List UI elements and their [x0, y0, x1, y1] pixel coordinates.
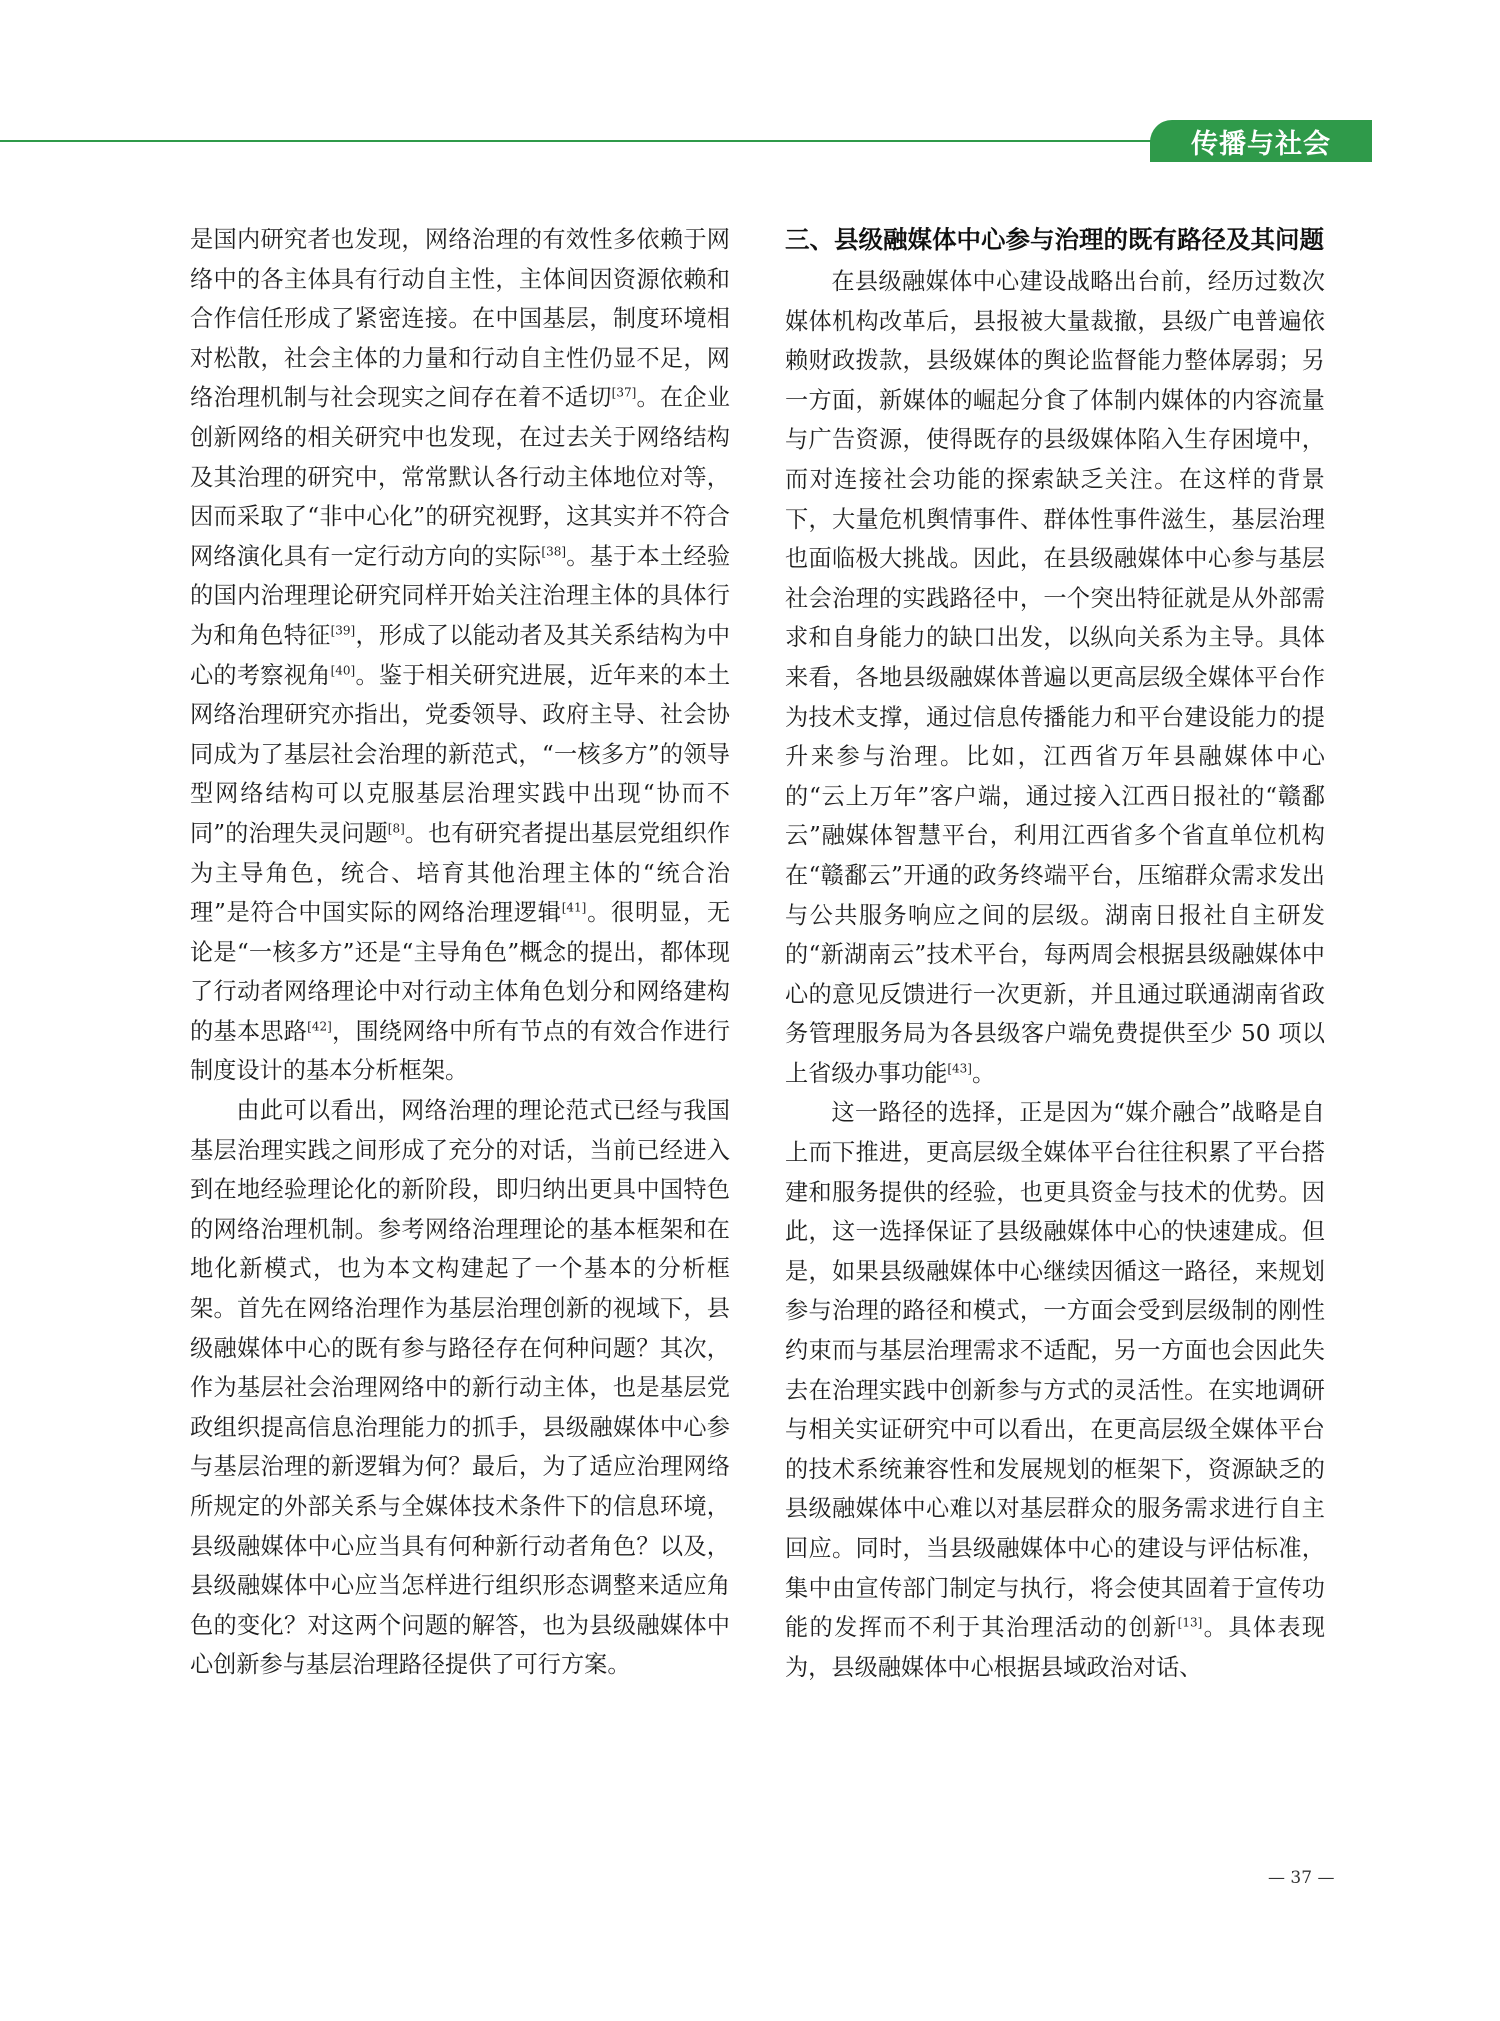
section-badge	[1150, 120, 1372, 162]
citation: [40]	[330, 662, 356, 677]
right-paragraph-1	[785, 262, 1325, 1093]
text-run: 。鉴于相关研究进展，近年来的本土网络治理研究亦指出，党委领导、政府主导、社会协同成为了基层社会治理的新范式，“一核多方”的领导型网络结构可以克服基层治理实践中出现“协而不同”的治理失灵问题	[190, 661, 731, 847]
citation: [8]	[387, 821, 405, 836]
text-run: 是国内研究者也发现，网络治理的有效性多依赖于网络中的各主体具有行动自主性，主体间因资源依赖和合作信任形成了紧密连接。在中国基层，制度环境相对松散，社会主体的力量和行动自主性仍显不足，网络治理机制与社会现实之间存在着不适切	[190, 226, 730, 412]
citation: [13]	[1177, 1615, 1203, 1630]
text-run: 。	[971, 1059, 996, 1087]
text-run: 由此可以看出，网络治理的理论范式已经与我国基层治理实践之间形成了充分的对话，当前已经进入到在地经验理论化的新阶段，即归纳出更具中国特色的网络治理机制。参考网络治理理论的基本框架和在地化新模式，也为本文构建起了一个基本的分析框架。首先在网络治理作为基层治理创新的视域下，县级融媒体中心的既有参与路径存在何种问题？其次，作为基层社会治理网络中的新行动主体，也是基层党政组织提高信息治理能力的抓手，县级融媒体中心参与基层治理的新逻辑为何？最后，为了适应治理网络所规定的外部关系与全媒体技术条件下的信息环境，县级融媒体中心应当具有何种新行动者角色？以及，县级融媒体中心应当怎样进行组织形态调整来适应角色的变化？对这两个问题的解答，也为县级融媒体中心创新参与基层治理路径提供了可行方案。	[190, 1097, 730, 1679]
text-run: 。很明显，无论是“一核多方”还是“主导角色”概念的提出，都体现了行动者网络理论中对行动主体角色划分和网络建构的基本思路	[190, 899, 731, 1045]
page-number: — 37 —	[1268, 1868, 1335, 1888]
citation: [41]	[561, 900, 587, 915]
section-heading: 三、县级融媒体中心参与治理的既有路径及其问题	[785, 225, 1324, 254]
citation: [39]	[330, 623, 356, 638]
citation: [37]	[611, 385, 637, 400]
text-run: 。也有研究者提出基层党组织作为主导角色，统合、培育其他治理主体的“统合治理”是符合中国实际的网络治理逻辑	[190, 819, 731, 927]
text-run: ，形成了以能动者及其关系结构为中心的考察视角	[190, 621, 731, 689]
citation: [38]	[541, 544, 567, 559]
left-paragraph-2	[190, 1091, 730, 1685]
text-run: 。基于本土经验的国内治理理论研究同样开始关注治理主体的具体行为和角色特征	[190, 542, 731, 649]
right-column	[785, 220, 1325, 1687]
text-run: 。具体表现为，县级融媒体中心根据县域政治对话、	[785, 1614, 1326, 1681]
text-run: 。在企业创新网络的相关研究中也发现，在过去关于网络结构及其治理的研究中，常常默认各行动主体地位对等，因而采取了“非中心化”的研究视野，这其实并不符合网络演化具有一定行动方向的实际	[190, 384, 730, 570]
left-column	[190, 220, 730, 1685]
right-paragraph-2	[785, 1093, 1325, 1687]
text-run: 这一路径的选择，正是因为“媒介融合”战略是自上而下推进，更高层级全媒体平台往往积累了平台搭建和服务提供的经验，也更具资金与技术的优势。因此，这一选择保证了县级融媒体中心的快速建成。但是，如果县级融媒体中心继续因循这一路径，来规划参与治理的路径和模式，一方面会受到层级制的刚性约束而与基层治理需求不适配，另一方面也会因此失去在治理实践中创新参与方式的灵活性。在实地调研与相关实证研究中可以看出，在更高层级全媒体平台的技术系统兼容性和发展规划的框架下，资源缺乏的县级融媒体中心难以对基层群众的服务需求进行自主回应。同时，当县级融媒体中心的建设与评估标准，集中由宣传部门制定与执行，将会使其固着于宣传功能的发挥而不利于其治理活动的创新	[785, 1099, 1325, 1642]
text-run: 在县级融媒体中心建设战略出台前，经历过数次媒体机构改革后，县报被大量裁撤，县级广电普遍依赖财政拨款，县级媒体的舆论监督能力整体孱弱；另一方面，新媒体的崛起分食了体制内媒体的内容流量与广告资源，使得既存的县级媒体陷入生存困境中，而对连接社会功能的探索缺乏关注。在这样的背景下，大量危机舆情事件、群体性事件滋生，基层治理也面临极大挑战。因此，在县级融媒体中心参与基层社会治理的实践路径中，一个突出特征就是从外部需求和自身能力的缺口出发，以纵向关系为主导。具体来看，各地县级融媒体普遍以更高层级全媒体平台作为技术支撑，通过信息传播能力和平台建设能力的提升来参与治理。比如，江西省万年县融媒体中心的“云上万年”客户端，通过接入江西日报社的“赣鄱云”融媒体智慧平台，利用江西省多个省直单位机构在“赣鄱云”开通的政务终端平台，压缩群众需求发出与公共服务响应之间的层级。湖南日报社自主研发的“新湖南云”技术平台，每两周会根据县级融媒体中心的意见反馈进行一次更新，并且通过联通湖南省政务管理服务局为各县级客户端免费提供至少 50 项以上省级办事功能	[785, 268, 1325, 1087]
section-label: 传播与社会	[1191, 128, 1331, 160]
citation: [42]	[307, 1019, 332, 1034]
header-rule	[0, 140, 1200, 142]
text-run: ，围绕网络中所有节点的有效合作进行制度设计的基本分析框架。	[190, 1017, 731, 1085]
citation: [43]	[947, 1061, 972, 1076]
left-paragraph-1	[190, 220, 730, 1091]
